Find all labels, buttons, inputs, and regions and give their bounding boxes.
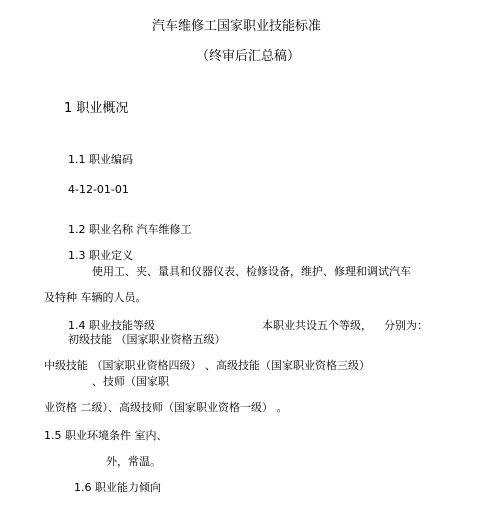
environment-line-2: 外，常温。 — [106, 455, 161, 468]
levels-intro: 本职业共设五个等级， — [262, 319, 372, 332]
occupation-code: 4-12-01-01 — [68, 183, 129, 196]
environment-line-1: 1.5 职业环境条件 室内、 — [44, 429, 168, 442]
levels-line-2: 初级技能 （国家职业资格五级） — [68, 333, 226, 346]
section-heading-1-3: 1.3 职业定义 — [68, 249, 133, 262]
occupation-name: 1.2 职业名称 汽车维修工 — [68, 223, 192, 236]
levels-intro-tail: 分别为： — [384, 319, 428, 332]
section-heading-1-1: 1.1 职业编码 — [68, 153, 133, 166]
document-title: 汽车维修工国家职业技能标准 — [152, 19, 322, 34]
section-heading-1-4: 1.4 职业技能等级 — [68, 319, 155, 332]
levels-line-5: 业资格 二级）、高级技师（国家职业资格一级） 。 — [44, 401, 288, 414]
levels-line-4: 、技师（国家职 — [92, 375, 169, 388]
section-heading-1-6: 1.6 职业能力倾向 — [74, 481, 161, 494]
document-subtitle: （终审后汇总稿） — [196, 49, 301, 64]
section-heading-1: 1 职业概况 — [64, 101, 129, 116]
definition-line-1: 使用工、夹、量具和仪器仪表、检修设备，维护、修理和调试汽车 — [92, 265, 411, 278]
definition-line-2: 及特种 车辆的人员。 — [44, 291, 147, 304]
levels-line-3: 中级技能 （国家职业资格四级） 、高级技能（国家职业资格三级） — [44, 359, 370, 372]
